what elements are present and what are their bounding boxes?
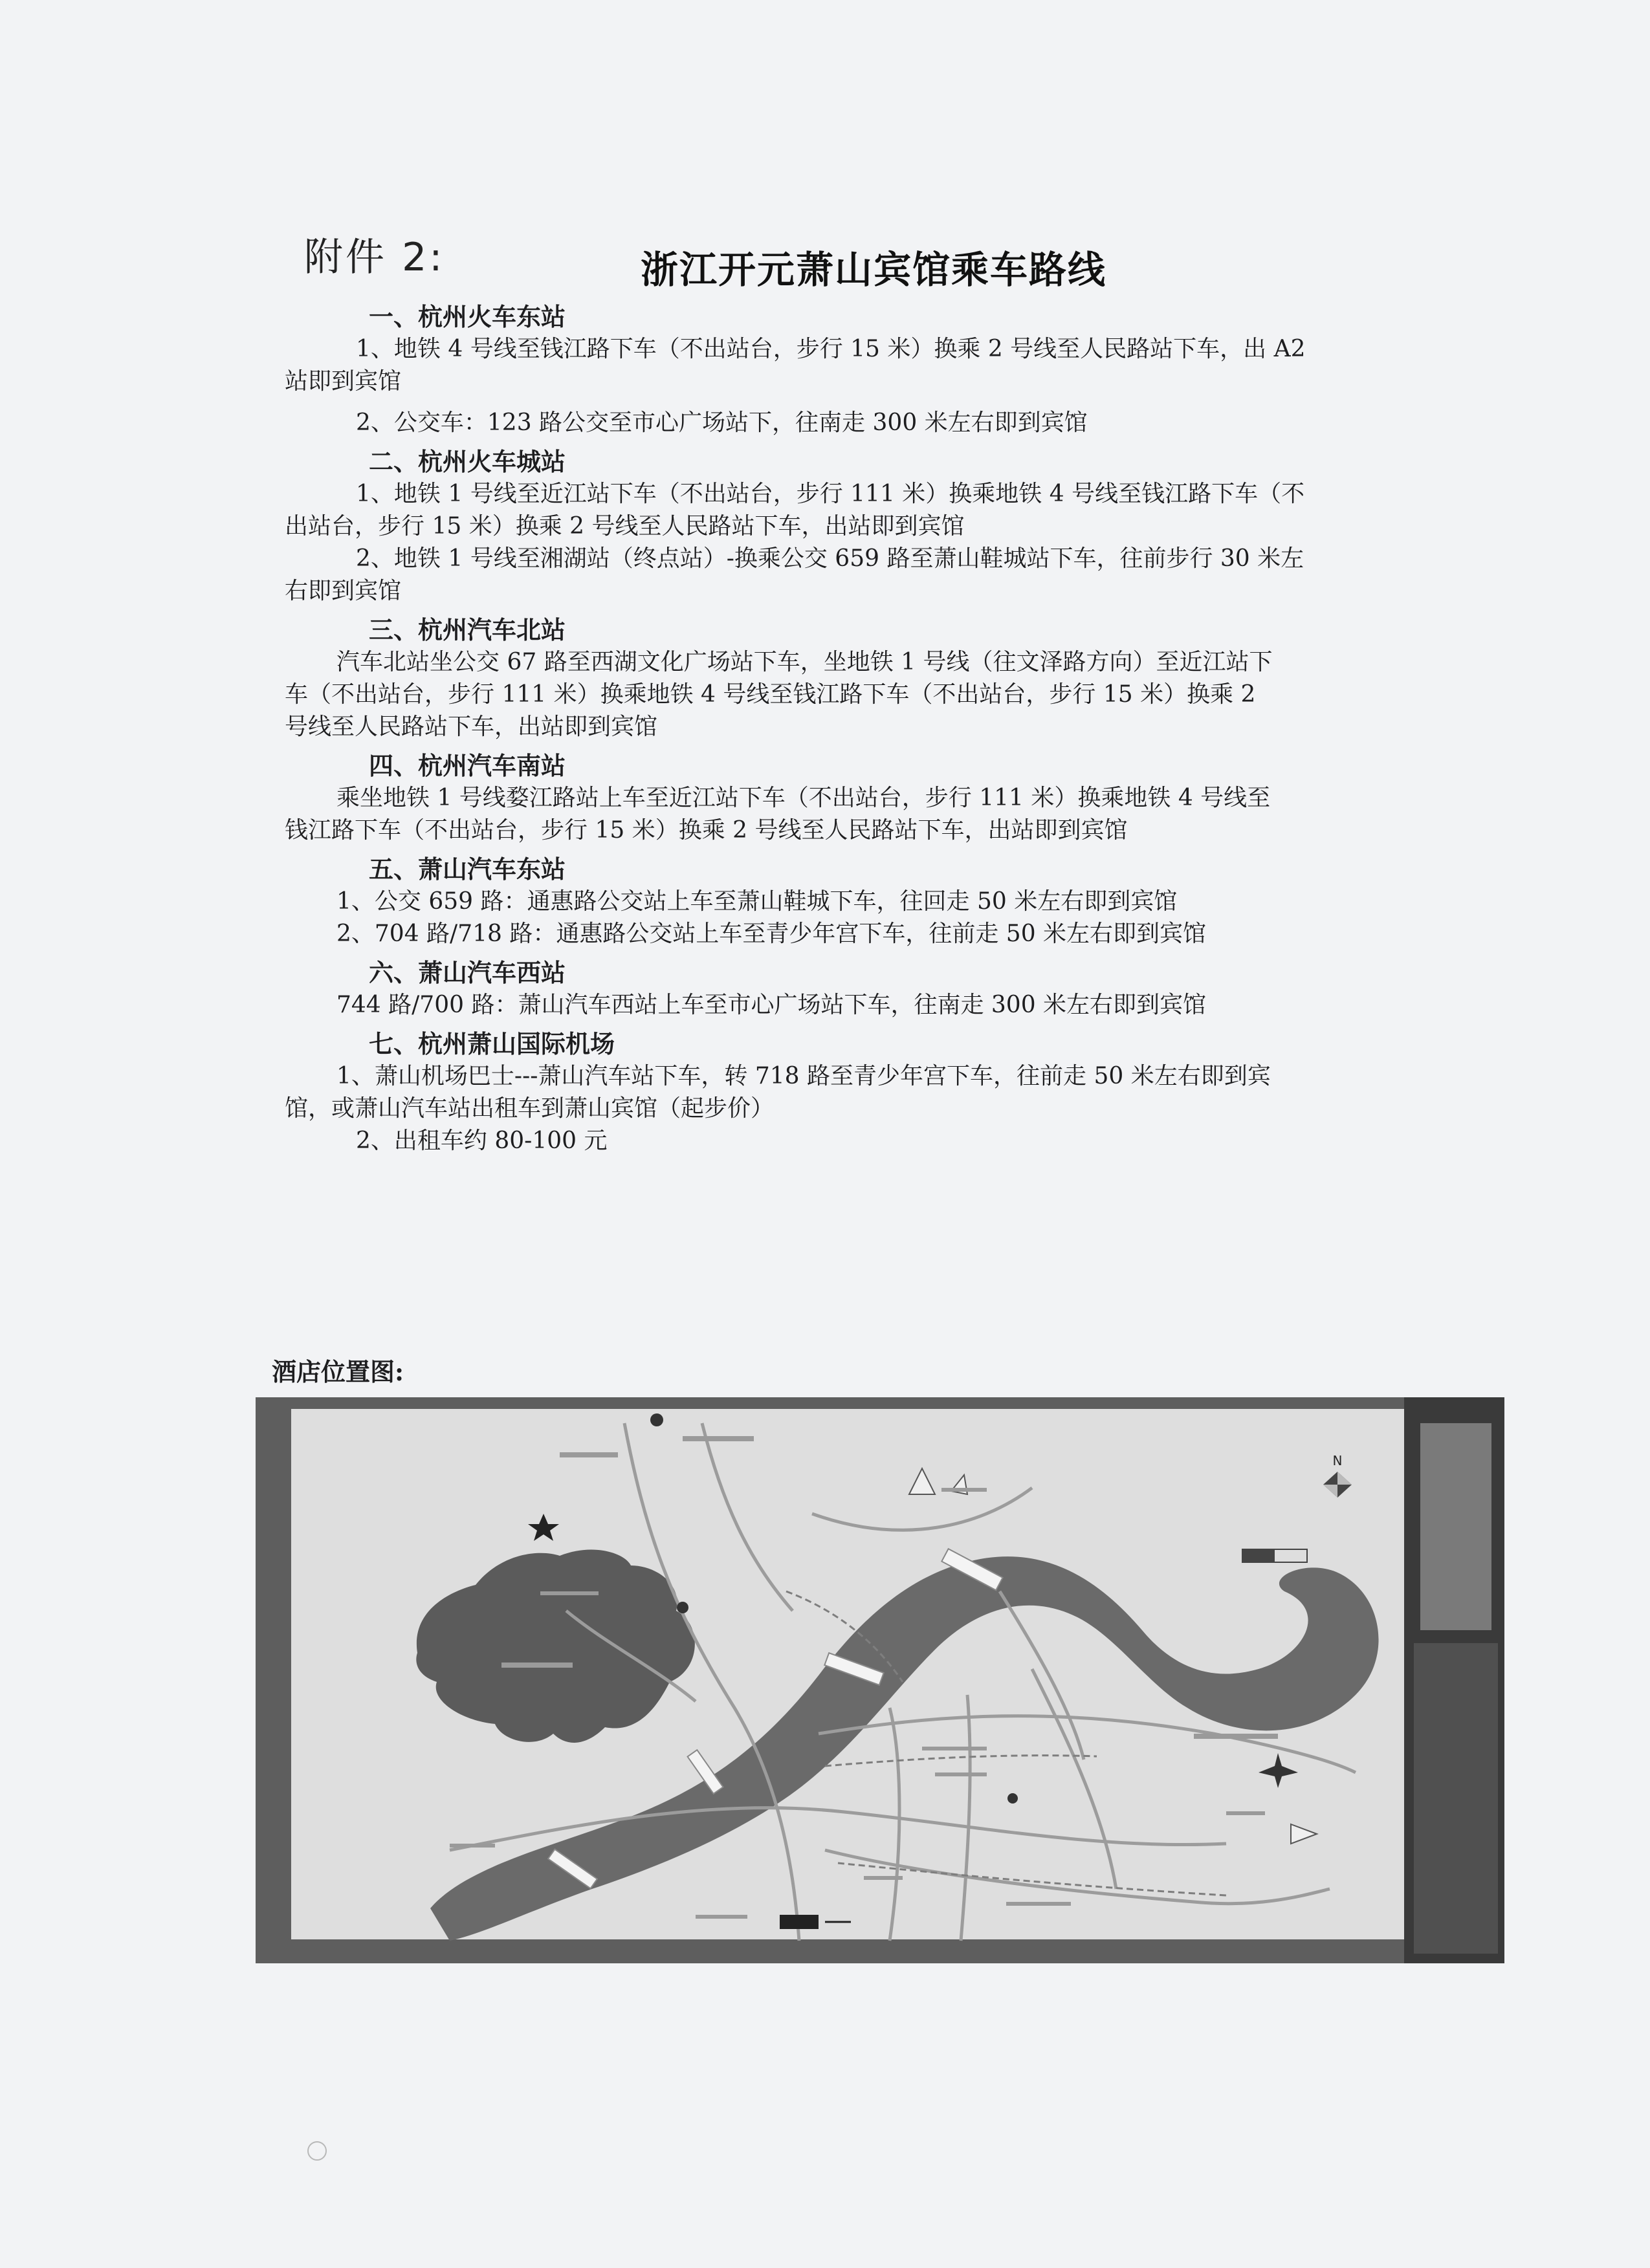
punch-hole-mark xyxy=(307,2141,327,2161)
section-heading: 六、萧山汽车西站 xyxy=(369,958,566,987)
header xyxy=(304,213,1469,292)
page-title: 浙江开元萧山宾馆乘车路线 xyxy=(641,248,1107,292)
route-line: 744 路/700 路：萧山汽车西站上车至市心广场站下车，往南走 300 米左右即到宾馆 xyxy=(336,992,1207,1018)
section-heading: 四、杭州汽车南站 xyxy=(369,751,566,780)
section-heading: 七、杭州萧山国际机场 xyxy=(369,1029,615,1058)
route-line: 出站台，步行 15 米）换乘 2 号线至人民路站下车，出站即到宾馆 xyxy=(285,513,965,540)
section-heading: 三、杭州汽车北站 xyxy=(369,615,566,644)
route-line: 站即到宾馆 xyxy=(285,368,402,395)
route-line: 号线至人民路站下车，出站即到宾馆 xyxy=(285,714,658,740)
map-photo xyxy=(256,1397,1504,1963)
route-line: 2、地铁 1 号线至湘湖站（终点站）-换乘公交 659 路至萧山鞋城站下车，往前步行 30 米左 xyxy=(356,545,1304,572)
hotel-marker xyxy=(780,1915,819,1929)
route-line: 馆，或萧山汽车站出租车到萧山宾馆（起步价） xyxy=(285,1095,775,1122)
route-line: 车（不出站台，步行 111 米）换乘地铁 4 号线至钱江路下车（不出站台，步行 15 米）换乘 2 xyxy=(285,681,1256,708)
route-line: 2、公交车：123 路公交至市心广场站下，往南走 300 米左右即到宾馆 xyxy=(356,409,1088,436)
hotel-location-map xyxy=(256,1397,1504,1963)
compass-north-label: N xyxy=(1332,1453,1343,1468)
route-line: 1、公交 659 路：通惠路公交站上车至萧山鞋城下车，往回走 50 米左右即到宾馆 xyxy=(336,888,1178,915)
route-directions xyxy=(285,294,1469,1157)
route-line: 1、萧山机场巴士---萧山汽车站下车，转 718 路至青少年宫下车，往前走 50 米左右即到宾 xyxy=(336,1063,1271,1089)
section-heading: 二、杭州火车城站 xyxy=(369,447,566,476)
map-caption: 酒店位置图: xyxy=(272,1357,404,1386)
route-line: 2、出租车约 80-100 元 xyxy=(356,1128,608,1154)
route-line: 汽车北站坐公交 67 路至西湖文化广场站下车，坐地铁 1 号线（往文泽路方向）至近江站下 xyxy=(336,649,1273,675)
route-line: 钱江路下车（不出站台，步行 15 米）换乘 2 号线至人民路站下车，出站即到宾馆 xyxy=(285,817,1128,844)
route-line: 1、地铁 4 号线至钱江路下车（不出站台，步行 15 米）换乘 2 号线至人民路站下车，出 A2 xyxy=(356,336,1306,362)
route-line: 右即到宾馆 xyxy=(285,578,402,604)
section-heading: 五、萧山汽车东站 xyxy=(369,855,566,884)
route-line: 2、704 路/718 路：通惠路公交站上车至青少年宫下车，往前走 50 米左右即到宾馆 xyxy=(336,921,1207,947)
section-heading: 一、杭州火车东站 xyxy=(369,302,566,331)
attachment-label: 附件 2: xyxy=(304,235,445,280)
route-line: 1、地铁 1 号线至近江站下车（不出站台，步行 111 米）换乘地铁 4 号线至钱江路下车（不 xyxy=(356,481,1305,507)
route-line: 乘坐地铁 1 号线婺江路站上车至近江站下车（不出站台，步行 111 米）换乘地铁 4 号线至 xyxy=(336,785,1271,811)
